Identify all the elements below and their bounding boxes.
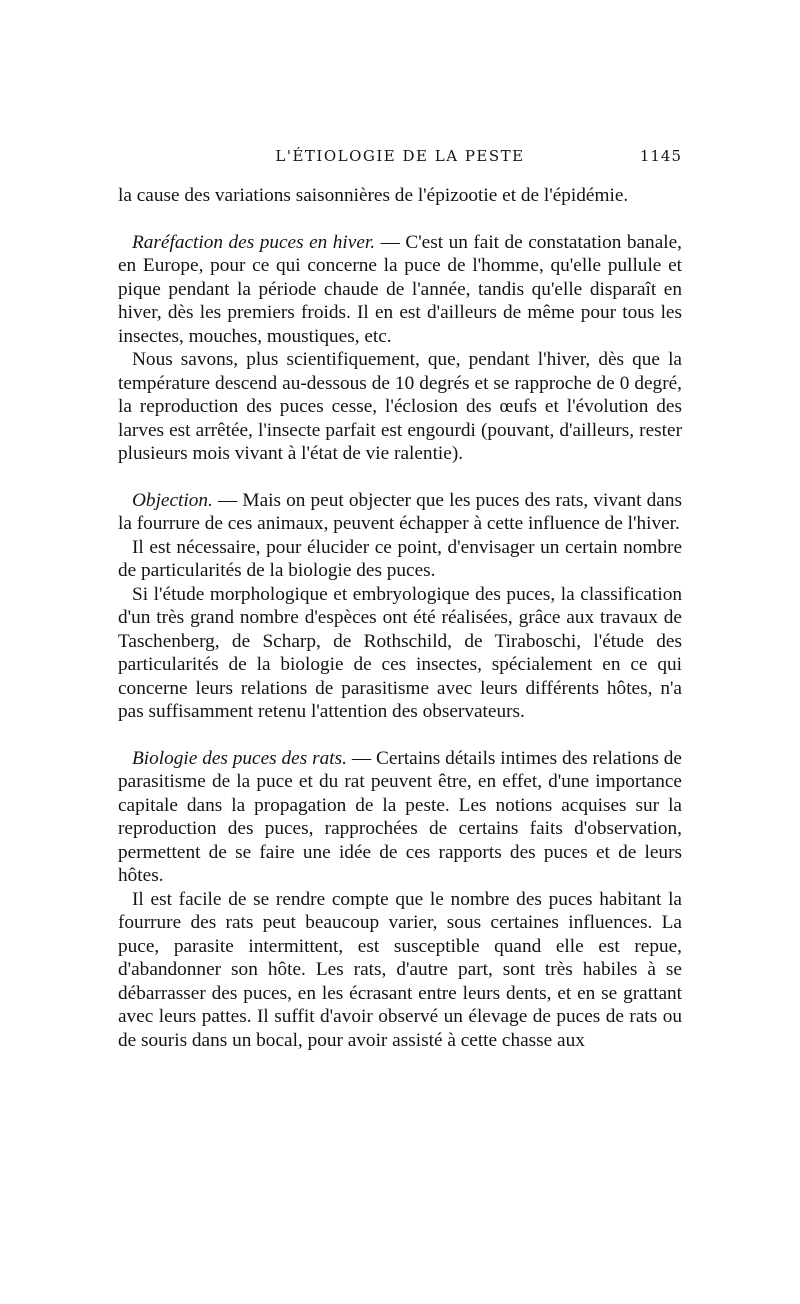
section-heading: Raréfaction des puces en hiver. xyxy=(132,231,376,253)
running-header xyxy=(118,147,682,169)
paragraph xyxy=(118,888,682,1053)
paragraph xyxy=(118,583,682,724)
section-heading: Objection. xyxy=(132,489,213,511)
body-text xyxy=(118,184,682,1052)
running-title: L'ÉTIOLOGIE DE LA PESTE xyxy=(275,147,525,165)
paragraph xyxy=(118,184,682,208)
paragraph-text: Il est facile de se rendre compte que le nombre des puces habitant la fourrure des rats peut beaucoup varier, sous certaines influences. La puce, parasite intermittent, est susceptible quand elle est repue, d'abandonner son hôte. Les rats, d'autre part, sont très habiles à se débarrasser des puces, en les écrasant entre leurs dents, et en se grattant avec leurs pattes. Il suffit d'avoir observé un élevage de puces de rats ou de souris dans un bocal, pour avoir assisté à cette chasse aux xyxy=(118,888,682,1051)
paragraph xyxy=(118,489,682,536)
paragraph-text: Il est nécessaire, pour élucider ce point, d'envisager un certain nombre de particularités de la biologie des puces. xyxy=(118,536,682,581)
paragraph xyxy=(118,747,682,888)
paragraph-text: la cause des variations saisonnières de l'épizootie et de l'épidémie. xyxy=(118,185,629,206)
paragraph-text: Nous savons, plus scientifiquement, que, pendant l'hiver, dès que la température descend au-dessous de 10 degrés et se rapproche de 0 degré, la reproduction des puces cesse, l'éclosion des œufs et l'évolution des larves est arrêtée, l'insecte parfait est engourdi (pouvant, d'ailleurs, rester plusieurs mois vivant à l'état de vie ralentie). xyxy=(118,349,682,464)
paragraph-text: — Certains détails intimes des relations de parasitisme de la puce et du rat peuvent être, en effet, d'une importance capitale dans la propagation de la peste. Les notions acquises sur la reproduction des puces, rapprochées de certains faits d'observation, permettent de se faire une idée de ces rapports des puces et de leurs hôtes. xyxy=(118,747,682,886)
page-number: 1145 xyxy=(639,147,682,165)
paragraph xyxy=(118,231,682,349)
paragraph xyxy=(118,348,682,466)
paragraph xyxy=(118,536,682,583)
paragraph-text: Si l'étude morphologique et embryologique des puces, la classification d'un très grand nombre d'espèces ont été réalisées, grâce aux travaux de Taschenberg, de Scharp, de Rothschild, de Tiraboschi, l'étude des particularités de la biologie de ces insectes, spécialement en ce qui concerne leurs relations de parasitisme avec leurs différents hôtes, n'a pas suffisamment retenu l'attention des observateurs. xyxy=(118,583,682,722)
paragraph-text: — Mais on peut objecter que les puces des rats, vivant dans la fourrure de ces animaux, peuvent échapper à cette influence de l'hiver. xyxy=(118,489,682,534)
paragraph-text: — C'est un fait de constatation banale, en Europe, pour ce qui concerne la puce de l'homme, qu'elle pullule et pique pendant la période chaude de l'année, tandis qu'elle disparaît en hiver, dès les premiers froids. Il en est d'ailleurs de même pour tous les insectes, mouches, moustiques, etc. xyxy=(118,231,682,347)
section-heading: Biologie des puces des rats. xyxy=(132,747,347,769)
